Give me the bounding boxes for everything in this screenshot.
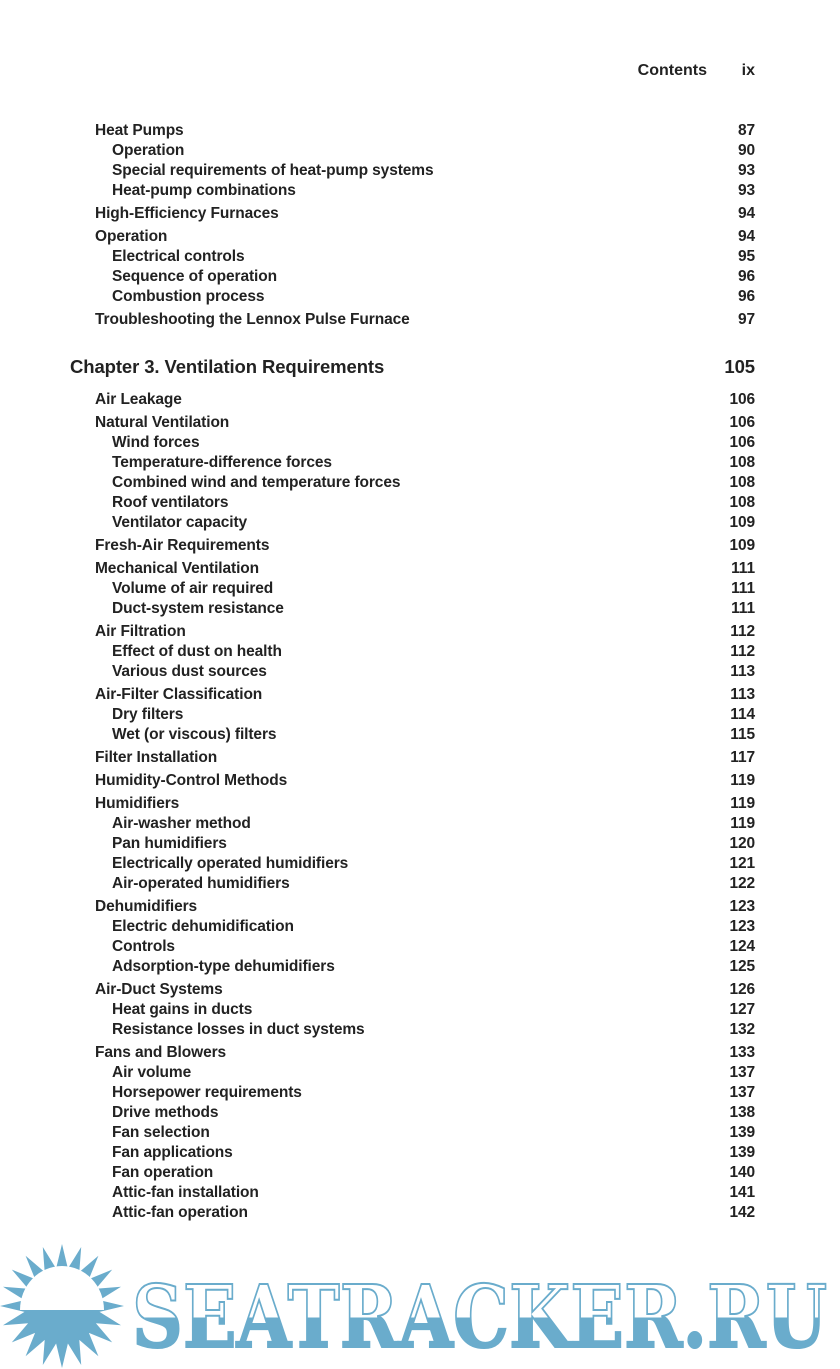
toc-entry-title: Wet (or viscous) filters <box>112 726 277 743</box>
toc-entry-page: 112 <box>730 623 755 640</box>
toc-entry-page: 132 <box>729 1021 755 1038</box>
toc-entry <box>95 917 755 937</box>
toc-entry-title: Mechanical Ventilation <box>95 560 260 577</box>
toc-entry-page: 111 <box>731 600 755 617</box>
toc-entry-title: Operation <box>95 228 168 245</box>
toc-entry-page: 106 <box>729 414 755 431</box>
toc-entry <box>95 1183 755 1203</box>
toc-entry <box>95 141 755 161</box>
toc-entry-page: 113 <box>730 663 755 680</box>
toc-entry <box>95 1020 755 1040</box>
toc-entry-page: 111 <box>731 560 755 577</box>
toc-entry <box>95 453 755 473</box>
toc-entry-page: 138 <box>729 1104 755 1121</box>
toc-entry-title: Air Leakage <box>95 391 182 408</box>
toc-entry-page: 109 <box>729 537 755 554</box>
toc-entry <box>95 390 755 410</box>
toc-entry-title: Fresh-Air Requirements <box>95 537 270 554</box>
toc-entry-title: Ventilator capacity <box>112 514 248 531</box>
toc-entry-title: Filter Installation <box>95 749 218 766</box>
toc-entry-page: 123 <box>729 898 755 915</box>
toc-entry <box>95 897 755 917</box>
toc-entry-title: Duct-system resistance <box>112 600 284 617</box>
toc-entry <box>95 980 755 1000</box>
toc-entry-page: 106 <box>729 391 755 408</box>
toc-entry-page: 112 <box>730 643 755 660</box>
toc-entry <box>95 771 755 791</box>
toc-entry <box>95 725 755 745</box>
toc-entry-title: Fans and Blowers <box>95 1044 227 1061</box>
toc-entry-page: 94 <box>737 205 755 222</box>
toc-entry-title: Humidifiers <box>95 795 180 812</box>
toc-entry <box>95 161 755 181</box>
toc-entry-title: Adsorption-type dehumidifiers <box>112 958 335 975</box>
toc-entry <box>95 493 755 513</box>
toc-entry-title: Humidity-Control Methods <box>95 772 288 789</box>
toc-entry-page: 141 <box>729 1184 755 1201</box>
toc-entry-page: 121 <box>729 855 755 872</box>
toc-entry-title: Horsepower requirements <box>112 1084 302 1101</box>
toc-entry <box>95 227 755 247</box>
toc-entry <box>95 536 755 556</box>
toc-entry-title: Drive methods <box>112 1104 219 1121</box>
toc-entry <box>95 1000 755 1020</box>
toc-entry-page: 97 <box>737 311 755 328</box>
table-of-contents <box>70 121 755 1223</box>
toc-entry-page: 108 <box>729 474 755 491</box>
toc-entry-page: 140 <box>729 1164 755 1181</box>
toc-entry <box>95 267 755 287</box>
toc-entry-title: Electrical controls <box>112 248 245 265</box>
toc-entry-page: 122 <box>729 875 755 892</box>
toc-entry-title: Attic-fan operation <box>112 1204 248 1221</box>
toc-entry <box>95 121 755 141</box>
toc-entry-page: 95 <box>737 248 755 265</box>
toc-entry-page: 93 <box>737 162 755 179</box>
toc-entry-title: Heat gains in ducts <box>112 1001 253 1018</box>
toc-entry-title: Fan applications <box>112 1144 233 1161</box>
toc-entry-title: Natural Ventilation <box>95 414 230 431</box>
toc-entry-title: Combustion process <box>112 288 265 305</box>
toc-entry-page: 142 <box>729 1204 755 1221</box>
toc-entry-title: Heat Pumps <box>95 122 184 139</box>
toc-entry-title: Resistance losses in duct systems <box>112 1021 365 1038</box>
toc-entry-page: 139 <box>729 1124 755 1141</box>
toc-entry-page: 114 <box>730 706 755 723</box>
toc-entry-title: Air Filtration <box>95 623 186 640</box>
toc-entry-page: 105 <box>724 356 755 377</box>
toc-entry-title: Sequence of operation <box>112 268 277 285</box>
toc-entry <box>95 1203 755 1223</box>
toc-entry-title: Operation <box>112 142 185 159</box>
toc-entry <box>95 310 755 330</box>
toc-entry-page: 106 <box>729 434 755 451</box>
toc-entry <box>95 579 755 599</box>
toc-entry <box>95 1143 755 1163</box>
toc-entry <box>95 794 755 814</box>
toc-entry-page: 94 <box>737 228 755 245</box>
toc-entry-title: Wind forces <box>112 434 200 451</box>
toc-entry-page: 113 <box>730 686 755 703</box>
toc-entry-page: 139 <box>729 1144 755 1161</box>
toc-entry <box>95 957 755 977</box>
toc-entry-page: 117 <box>730 749 755 766</box>
toc-entry-page: 125 <box>729 958 755 975</box>
toc-entry-title: Troubleshooting the Lennox Pulse Furnace <box>95 311 410 328</box>
toc-entry-title: Volume of air required <box>112 580 274 597</box>
toc-chapter <box>70 355 755 379</box>
watermark-text: SEATRACKER.RU <box>132 1267 827 1368</box>
toc-entry <box>95 1103 755 1123</box>
toc-entry <box>95 1163 755 1183</box>
toc-entry-page: 119 <box>730 815 755 832</box>
toc-entry <box>95 181 755 201</box>
running-header-title: Contents <box>637 62 707 79</box>
toc-entry-page: 109 <box>729 514 755 531</box>
toc-entry <box>95 834 755 854</box>
toc-entry <box>95 1123 755 1143</box>
toc-entry <box>95 1083 755 1103</box>
toc-entry <box>95 287 755 307</box>
toc-entry-title: Attic-fan installation <box>112 1184 259 1201</box>
toc-entry-page: 137 <box>729 1084 755 1101</box>
toc-entry-page: 124 <box>729 938 755 955</box>
toc-entry-title: Air-washer method <box>112 815 251 832</box>
toc-entry-title: Electrically operated humidifiers <box>112 855 349 872</box>
toc-entry-page: 119 <box>730 795 755 812</box>
toc-entry <box>95 204 755 224</box>
toc-entry <box>95 559 755 579</box>
toc-entry-title: Special requirements of heat-pump systems <box>112 162 434 179</box>
toc-entry-page: 127 <box>729 1001 755 1018</box>
toc-entry-title: Effect of dust on health <box>112 643 282 660</box>
toc-entry-title: Controls <box>112 938 175 955</box>
toc-entry-title: Air-Filter Classification <box>95 686 263 703</box>
toc-entry <box>95 473 755 493</box>
toc-entry-title: Various dust sources <box>112 663 267 680</box>
toc-entry-title: Pan humidifiers <box>112 835 227 852</box>
toc-entry-title: Roof ventilators <box>112 494 229 511</box>
toc-entry <box>95 662 755 682</box>
toc-entry <box>95 705 755 725</box>
toc-entry <box>95 748 755 768</box>
toc-entry <box>95 433 755 453</box>
toc-entry-page: 126 <box>729 981 755 998</box>
toc-entry <box>95 1043 755 1063</box>
toc-entry-page: 96 <box>737 268 755 285</box>
toc-entry-title: Air-operated humidifiers <box>112 875 290 892</box>
toc-entry <box>95 642 755 662</box>
toc-entry-page: 108 <box>729 494 755 511</box>
toc-entry-title: High-Efficiency Furnaces <box>95 205 279 222</box>
page-number: ix <box>741 62 755 79</box>
toc-entry-page: 87 <box>737 122 755 139</box>
toc-entry <box>95 413 755 433</box>
toc-entry-page: 119 <box>730 772 755 789</box>
toc-entry-title: Combined wind and temperature forces <box>112 474 401 491</box>
toc-entry-page: 123 <box>729 918 755 935</box>
toc-entry-page: 108 <box>729 454 755 471</box>
toc-entry <box>95 513 755 533</box>
toc-entry <box>95 622 755 642</box>
toc-entry-title: Air volume <box>112 1064 192 1081</box>
toc-entry <box>95 599 755 619</box>
toc-entry-page: 90 <box>737 142 755 159</box>
toc-entry-title: Dehumidifiers <box>95 898 198 915</box>
toc-entry-title: Chapter 3. Ventilation Requirements <box>70 356 385 377</box>
toc-entry-page: 96 <box>737 288 755 305</box>
toc-entry-title: Fan operation <box>112 1164 214 1181</box>
sun-icon <box>0 1244 124 1368</box>
toc-entry <box>95 1063 755 1083</box>
toc-entry <box>95 937 755 957</box>
toc-entry-page: 115 <box>730 726 755 743</box>
toc-entry <box>95 814 755 834</box>
toc-entry <box>95 874 755 894</box>
toc-entry-page: 93 <box>737 182 755 199</box>
watermark-logo <box>0 1244 840 1369</box>
toc-entry-page: 120 <box>729 835 755 852</box>
toc-entry-title: Temperature-difference forces <box>112 454 332 471</box>
toc-entry-page: 111 <box>731 580 755 597</box>
toc-entry-title: Dry filters <box>112 706 184 723</box>
toc-entry <box>95 247 755 267</box>
toc-entry-title: Fan selection <box>112 1124 210 1141</box>
toc-entry <box>95 685 755 705</box>
toc-entry <box>95 854 755 874</box>
toc-entry-title: Electric dehumidification <box>112 918 294 935</box>
toc-entry-page: 137 <box>729 1064 755 1081</box>
toc-entry-title: Heat-pump combinations <box>112 182 296 199</box>
toc-entry-page: 133 <box>729 1044 755 1061</box>
toc-entry-title: Air-Duct Systems <box>95 981 223 998</box>
